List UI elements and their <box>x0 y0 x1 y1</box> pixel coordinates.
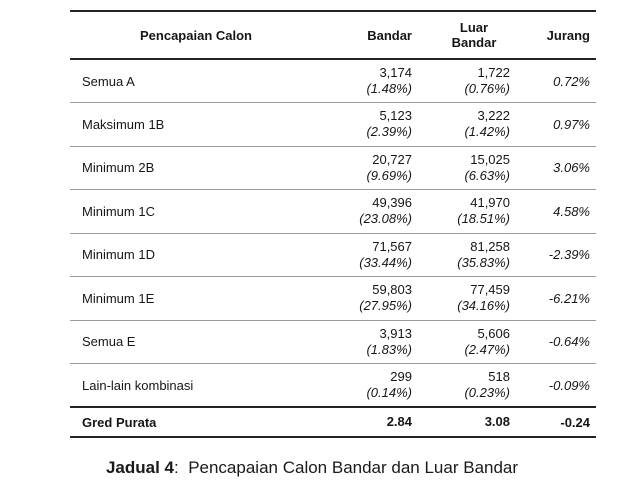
luar-cell <box>418 233 516 277</box>
bandar-cell <box>328 146 418 190</box>
bandar-cell <box>328 233 418 277</box>
row-label: Minimum 1E <box>82 290 155 306</box>
luar-percent: (18.51%) <box>457 211 510 227</box>
table-row <box>70 59 596 103</box>
header-luar-line1: Luar <box>459 20 489 35</box>
row-label: Minimum 1C <box>82 203 155 219</box>
table-caption <box>0 458 624 478</box>
caption-text: Pencapaian Calon Bandar dan Luar Bandar <box>188 458 519 477</box>
bandar-cell <box>328 364 418 408</box>
table-row <box>70 364 596 408</box>
luar-count: 15,025 <box>470 151 510 167</box>
bandar-cell <box>328 59 418 103</box>
caption-separator: : <box>174 458 179 477</box>
bandar-count: 59,803 <box>372 282 412 298</box>
header-pencapaian: Pencapaian Calon <box>140 27 252 43</box>
luar-count: 3,222 <box>477 108 510 124</box>
bandar-percent: (2.39%) <box>366 124 412 140</box>
header-jurang: Jurang <box>546 27 590 43</box>
total-jurang: -0.24 <box>560 414 590 430</box>
caption-label: Jadual 4 <box>105 458 174 477</box>
luar-percent: (6.63%) <box>464 167 510 183</box>
jurang-cell: 4.58% <box>553 203 590 219</box>
bandar-percent: (1.83%) <box>366 341 412 357</box>
jurang-cell: -6.21% <box>548 290 590 306</box>
results-table <box>70 10 596 438</box>
luar-percent: (1.42%) <box>464 124 510 140</box>
bandar-percent: (0.14%) <box>366 385 412 400</box>
row-label: Semua E <box>82 334 136 350</box>
luar-count: 5,606 <box>477 325 510 341</box>
jurang-cell: 0.97% <box>553 116 590 132</box>
row-label: Minimum 2B <box>82 160 155 176</box>
header-row <box>70 11 596 59</box>
luar-count: 518 <box>488 369 510 384</box>
luar-cell <box>418 320 516 364</box>
bandar-count: 3,913 <box>379 325 412 341</box>
bandar-percent: (33.44%) <box>359 254 412 270</box>
luar-percent: (0.76%) <box>464 81 510 96</box>
bandar-percent: (9.69%) <box>366 167 412 183</box>
table-row <box>70 233 596 277</box>
bandar-cell <box>328 190 418 234</box>
jurang-cell: -2.39% <box>548 247 590 263</box>
bandar-percent: (1.48%) <box>366 81 412 96</box>
luar-percent: (34.16%) <box>457 298 510 314</box>
table-row <box>70 277 596 321</box>
luar-percent: (2.47%) <box>464 341 510 357</box>
bandar-percent: (23.08%) <box>359 211 412 227</box>
row-label: Semua A <box>82 73 135 89</box>
total-row <box>70 407 596 437</box>
bandar-count: 71,567 <box>372 238 412 254</box>
luar-percent: (0.23%) <box>464 385 510 400</box>
bandar-cell <box>328 277 418 321</box>
luar-cell <box>418 277 516 321</box>
table-row <box>70 146 596 190</box>
luar-count: 41,970 <box>470 195 510 211</box>
luar-percent: (35.83%) <box>457 254 510 270</box>
luar-cell <box>418 146 516 190</box>
luar-count: 77,459 <box>470 282 510 298</box>
jurang-cell: -0.64% <box>548 334 590 350</box>
total-bandar: 2.84 <box>386 414 412 429</box>
table-body <box>70 59 596 437</box>
table-header <box>70 11 596 59</box>
jurang-cell: -0.09% <box>548 377 590 393</box>
row-label: Lain-lain kombinasi <box>82 377 194 393</box>
table-row <box>70 103 596 147</box>
bandar-count: 5,123 <box>379 108 412 124</box>
total-luar: 3.08 <box>484 414 510 429</box>
bandar-count: 3,174 <box>379 65 412 80</box>
total-label: Gred Purata <box>82 414 157 430</box>
row-label: Maksimum 1B <box>82 116 165 132</box>
header-bandar: Bandar <box>367 27 412 43</box>
luar-cell <box>418 103 516 147</box>
luar-count: 1,722 <box>477 65 510 80</box>
luar-count: 81,258 <box>470 238 510 254</box>
bandar-percent: (27.95%) <box>359 298 412 314</box>
bandar-count: 49,396 <box>372 195 412 211</box>
bandar-count: 299 <box>390 369 412 384</box>
bandar-cell <box>328 103 418 147</box>
row-label: Minimum 1D <box>82 247 155 263</box>
table-row <box>70 190 596 234</box>
luar-cell <box>418 364 516 408</box>
header-luar-bandar <box>418 11 516 59</box>
luar-cell <box>418 59 516 103</box>
jurang-cell: 0.72% <box>553 73 590 89</box>
luar-cell <box>418 190 516 234</box>
table-row <box>70 320 596 364</box>
bandar-cell <box>328 320 418 364</box>
bandar-count: 20,727 <box>372 151 412 167</box>
jurang-cell: 3.06% <box>553 160 590 176</box>
header-luar-line2: Bandar <box>451 35 497 50</box>
results-table-container <box>70 10 596 438</box>
